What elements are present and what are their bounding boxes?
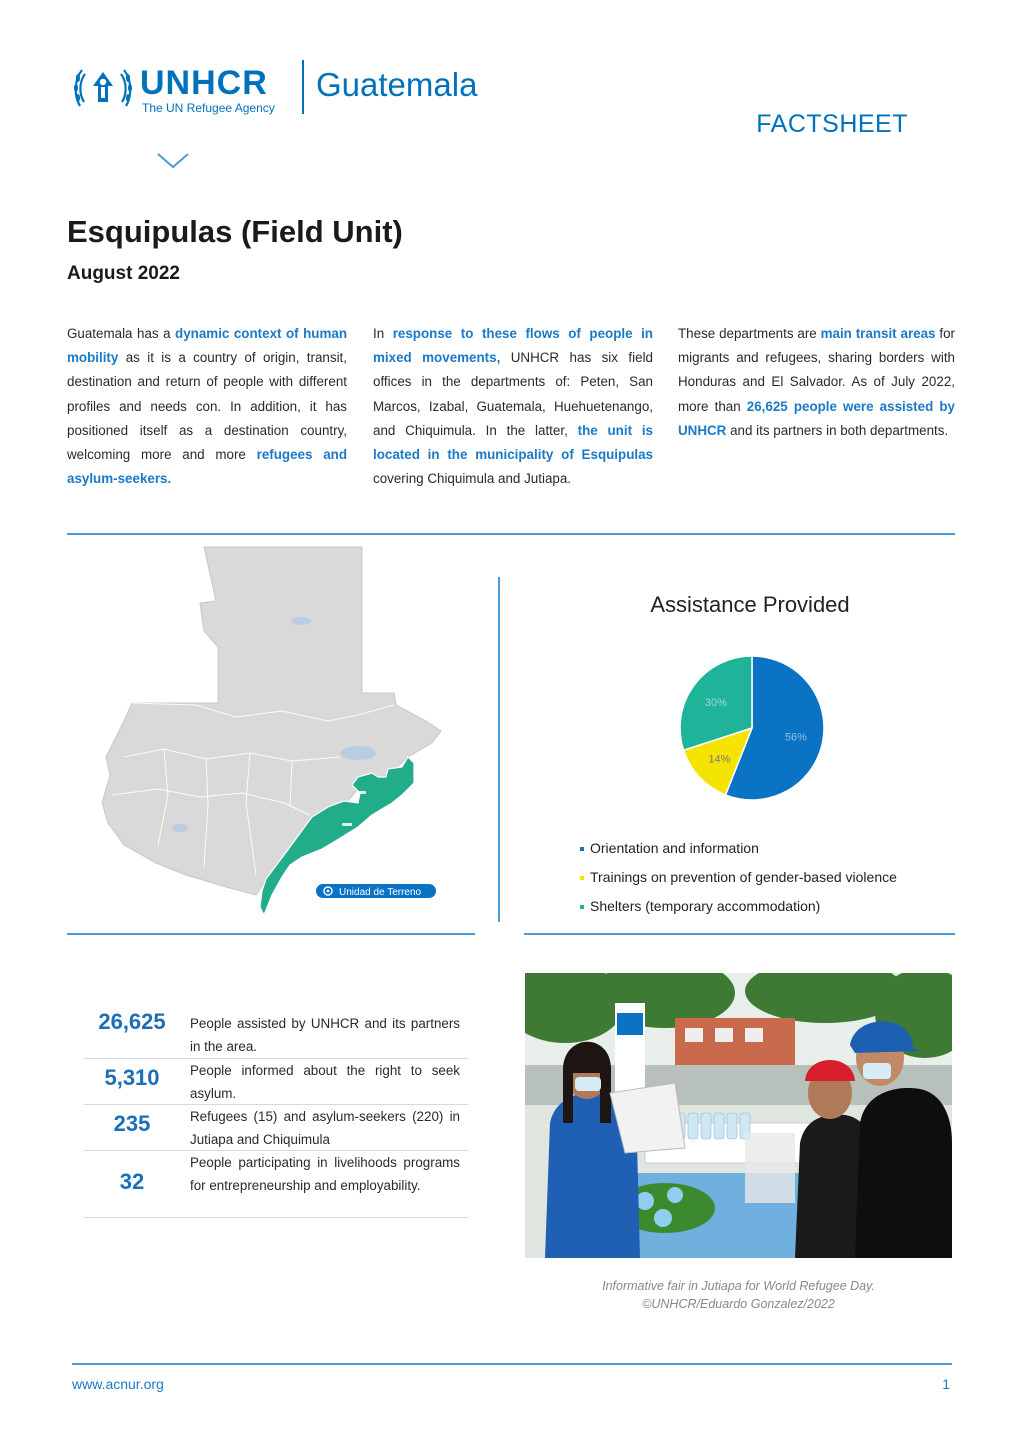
refugee-day-photo <box>525 973 952 1258</box>
footer-url-link[interactable]: www.acnur.org <box>72 1376 164 1392</box>
intro-highlight: 26,625 people were assisted by UNHCR <box>678 398 955 438</box>
guatemala-map <box>96 545 448 917</box>
page-number: 1 <box>942 1376 950 1392</box>
intro-column-1 <box>67 322 347 491</box>
intro-text: UNHCR has six field offices in the departments of: Peten, San Marcos, Izabal, Guatemala, Huehuetenango, and Chiquimula. In the latter, <box>373 350 653 438</box>
chart-legend <box>580 838 897 925</box>
unhcr-guatemala-logo <box>72 58 502 120</box>
unidad-de-terreno-badge <box>316 884 436 898</box>
section-divider <box>67 933 475 935</box>
stat-row <box>84 1105 468 1151</box>
pie-value-label: 30% <box>704 696 727 709</box>
stat-value: 235 <box>113 1111 151 1136</box>
chevron-down-icon <box>156 150 190 170</box>
legend-label: Trainings on prevention of gender-based violence <box>590 869 897 885</box>
legend-item <box>580 867 897 896</box>
country-shape <box>102 547 441 895</box>
intro-text: In <box>373 326 393 341</box>
vertical-divider <box>498 577 500 922</box>
intro-text: for migrants and refugees, sharing borders with Honduras and El Salvador. As of July 2022, more than <box>678 326 955 414</box>
caption-line: ©UNHCR/Eduardo Gonzalez/2022 <box>642 1297 835 1311</box>
intro-highlight: main transit areas <box>820 326 936 341</box>
intro-highlight: refugees and asylum-seekers. <box>67 447 347 487</box>
legend-swatch <box>580 847 584 851</box>
logo-divider <box>302 60 304 114</box>
intro-highlight: the unit is located in the municipality of Esquipulas <box>373 422 654 463</box>
intro-column-3 <box>678 322 955 443</box>
legend-swatch <box>580 876 584 880</box>
legend-label: Shelters (temporary accommodation) <box>590 898 821 914</box>
photo-caption <box>525 1277 952 1313</box>
country-name: Guatemala <box>316 66 478 103</box>
stat-label: People assisted by UNHCR and its partners in the area. <box>190 1016 460 1054</box>
intro-column-2 <box>373 322 653 491</box>
org-name: UNHCR <box>140 64 268 102</box>
chart-title: Assistance Provided <box>650 592 850 617</box>
legend-item <box>580 838 897 867</box>
footer-divider <box>72 1363 952 1365</box>
stat-label: Refugees (15) and asylum-seekers (220) in Jutiapa and Chiquimula <box>190 1109 460 1147</box>
pie-value-label: 14% <box>708 753 731 766</box>
legend-item <box>580 896 897 925</box>
stat-value: 5,310 <box>104 1065 160 1090</box>
stat-row <box>84 1151 468 1218</box>
assistance-pie-chart <box>672 648 832 808</box>
pie-value-label: 56% <box>784 731 807 744</box>
doc-type-label: FACTSHEET <box>756 110 908 138</box>
intro-text: Guatemala has a <box>67 326 176 341</box>
caption-line: Informative fair in Jutiapa for World Refugee Day. <box>602 1279 875 1293</box>
stat-value: 32 <box>119 1169 145 1194</box>
org-tagline: The UN Refugee Agency <box>142 101 275 115</box>
stat-row <box>84 1005 468 1059</box>
stat-label: People informed about the right to seek asylum. <box>190 1063 460 1101</box>
section-divider <box>524 933 955 935</box>
unhcr-emblem-icon <box>72 58 134 118</box>
page-title: Esquipulas (Field Unit) <box>67 214 403 249</box>
page-date: August 2022 <box>67 263 180 284</box>
section-divider <box>67 533 955 535</box>
intro-highlight: dynamic context of human mobility <box>67 326 347 366</box>
intro-text: as it is a country of origin, transit, destination and return of people with different profiles and needs con. In addition, it has positioned itself as a destination country, welcoming more and more <box>67 350 347 463</box>
legend-swatch <box>580 905 584 909</box>
intro-highlight: response to these flows of people in mixed movements, <box>373 326 653 366</box>
map-badge-label: Unidad de Terreno <box>339 887 422 898</box>
intro-text: covering Chiquimula and Jutiapa. <box>373 471 572 487</box>
stat-row <box>84 1059 468 1105</box>
stat-value: 26,625 <box>98 1009 166 1034</box>
stat-label: People participating in livelihoods programs for entrepreneurship and employability. <box>190 1155 460 1193</box>
intro-text: These departments are <box>678 326 821 341</box>
legend-label: Orientation and information <box>590 840 759 856</box>
intro-text: and its partners in both departments. <box>726 422 949 438</box>
